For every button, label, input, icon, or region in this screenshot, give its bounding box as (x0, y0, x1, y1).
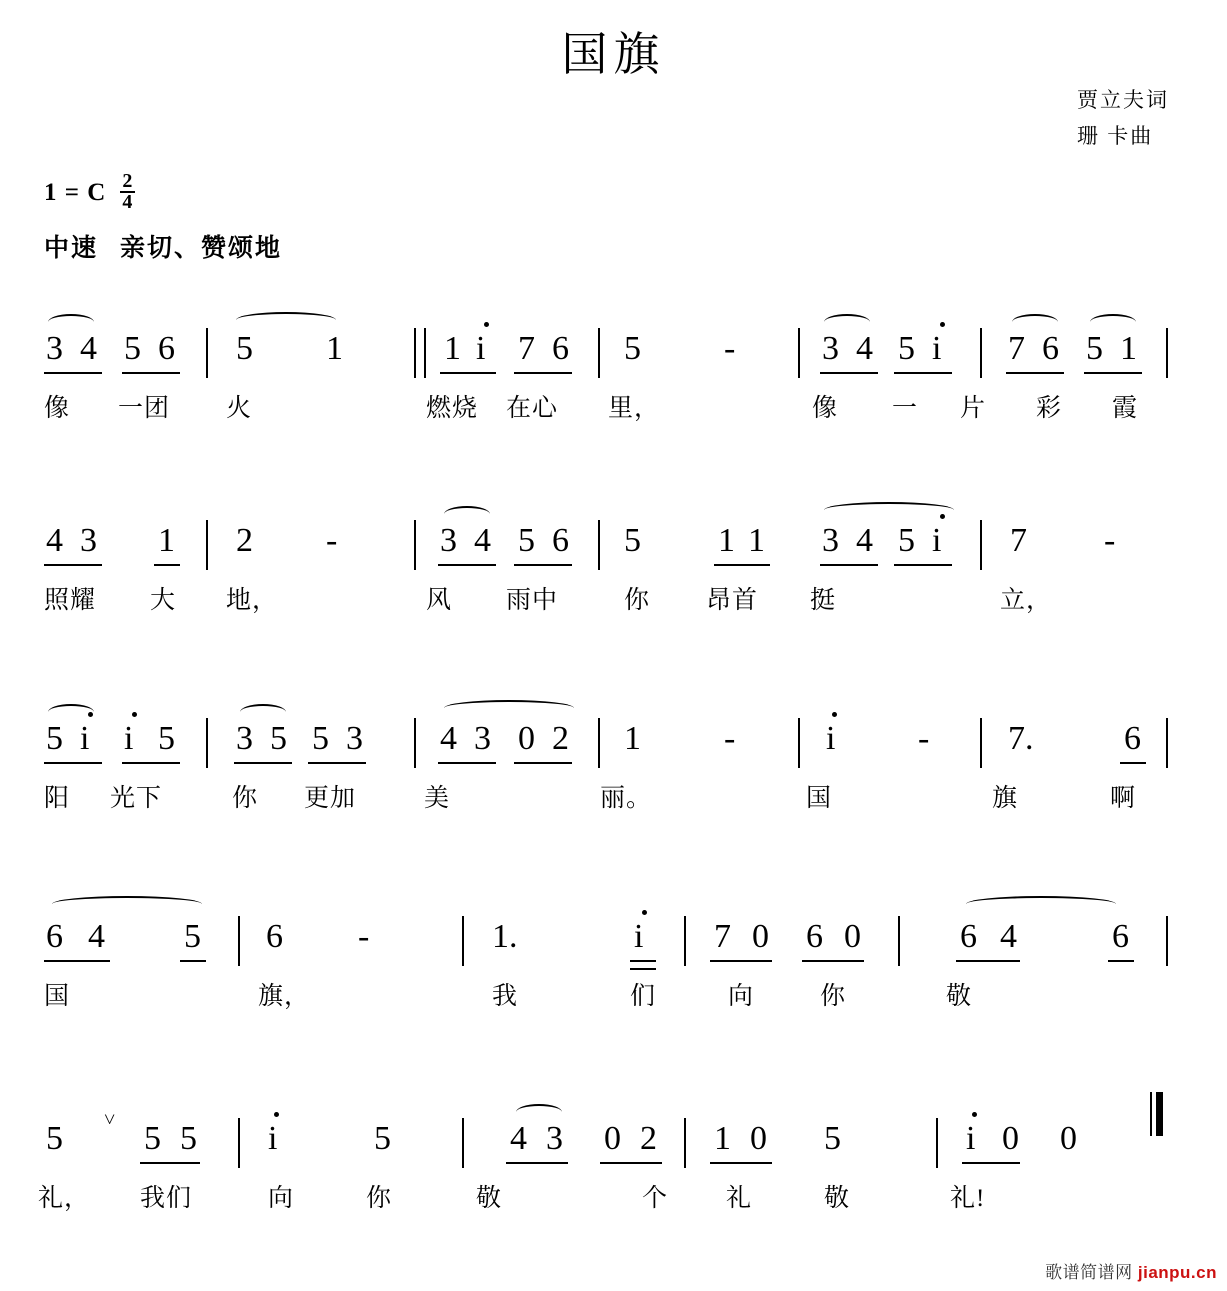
system-1-lyrics (0, 372, 1227, 422)
lyric: 丽。 (600, 785, 653, 812)
lyric: 个 (642, 1185, 669, 1212)
note: 1. (492, 918, 518, 955)
note: 3 (822, 522, 839, 559)
note: 5 (1086, 330, 1103, 367)
system-1-notes (0, 300, 1227, 370)
slur (966, 896, 1116, 912)
slur (48, 704, 94, 720)
note: 1 (326, 330, 343, 367)
note: 5 (312, 720, 329, 757)
lyric: 旗 (992, 785, 1019, 812)
note: i (476, 330, 486, 367)
note: 7 (714, 918, 731, 955)
barline (414, 328, 416, 378)
barline (206, 520, 208, 570)
slur (444, 700, 574, 716)
note: 3 (80, 522, 97, 559)
lyric: 们 (630, 983, 657, 1010)
barline (598, 328, 600, 378)
lyric: 向 (268, 1185, 295, 1212)
note: 2 (236, 522, 253, 559)
note: 6 (158, 330, 175, 367)
hold-dash: - (724, 330, 736, 367)
hold-dash: - (918, 720, 930, 757)
watermark-text: 歌谱简谱网 (1045, 1263, 1138, 1282)
note: 6 (46, 918, 63, 955)
note: 5 (624, 522, 641, 559)
lyric: 立， (1000, 587, 1053, 614)
meter-numerator: 2 (122, 170, 134, 192)
lyric: 风 (426, 587, 453, 614)
note: 5 (124, 330, 141, 367)
system-2 (0, 492, 1227, 652)
hold-dash: - (326, 522, 338, 559)
lyric: 你 (366, 1185, 393, 1212)
final-barline (1150, 1092, 1164, 1136)
barline (238, 916, 240, 966)
system-3 (0, 690, 1227, 850)
note: i (932, 522, 942, 559)
barline (424, 328, 426, 378)
meter-denominator: 4 (122, 191, 134, 213)
note: 5 (824, 1120, 841, 1157)
lyric: 啊 (1110, 785, 1137, 812)
slur (48, 314, 94, 330)
octave-dot-up (940, 322, 945, 327)
octave-dot-up (832, 712, 837, 717)
note: 1 (158, 522, 175, 559)
tempo-expression (44, 228, 282, 264)
note: i (80, 720, 90, 757)
slur (516, 1104, 562, 1120)
tempo-marking: 中速 (44, 235, 99, 262)
note: 5 (236, 330, 253, 367)
note: 0 (750, 1120, 767, 1157)
barline (414, 520, 416, 570)
note: 0 (752, 918, 769, 955)
lyric: 像 (44, 395, 71, 422)
page-title: 国旗 (561, 29, 666, 80)
octave-dot-up (972, 1112, 977, 1117)
note: 5 (374, 1120, 391, 1157)
slur (824, 502, 954, 518)
note: 5 (46, 1120, 63, 1157)
lyric: 我们 (140, 1185, 193, 1212)
octave-dot-up (88, 712, 93, 717)
lyric: 霞 (1112, 395, 1139, 422)
note: 5 (898, 522, 915, 559)
note: 4 (856, 330, 873, 367)
note: 3 (546, 1120, 563, 1157)
slur (240, 704, 286, 720)
barline (1166, 718, 1168, 768)
octave-dot-up (274, 1112, 279, 1117)
note: i (966, 1120, 976, 1157)
lyric: 你 (820, 983, 847, 1010)
note: 6 (552, 330, 569, 367)
barline (936, 1118, 938, 1168)
lyric: 在心 (506, 395, 559, 422)
barline (414, 718, 416, 768)
lyric: 火 (226, 395, 253, 422)
slur (444, 506, 490, 522)
hold-dash: - (1104, 522, 1116, 559)
note: 6 (1112, 918, 1129, 955)
note: i (826, 720, 836, 757)
system-3-lyrics (0, 762, 1227, 812)
lyric: 礼， (38, 1185, 91, 1212)
barline (206, 718, 208, 768)
lyric: 片 (960, 395, 987, 422)
note: 1 (444, 330, 461, 367)
note: 4 (440, 720, 457, 757)
key-and-meter (44, 170, 135, 213)
lyric: 照耀 (44, 587, 97, 614)
barline (980, 328, 982, 378)
note: 3 (440, 522, 457, 559)
note: i (124, 720, 134, 757)
barline (980, 520, 982, 570)
note: 5 (144, 1120, 161, 1157)
note: 1 (624, 720, 641, 757)
barline (462, 916, 464, 966)
system-5 (0, 1090, 1227, 1250)
system-1 (0, 300, 1227, 460)
lyric: 我 (492, 983, 519, 1010)
lyric: 国 (44, 983, 71, 1010)
note: 0 (518, 720, 535, 757)
note: 7. (1008, 720, 1034, 757)
lyric: 阳 (44, 785, 71, 812)
note: 4 (510, 1120, 527, 1157)
lyric: 美 (424, 785, 451, 812)
barline (898, 916, 900, 966)
slur (1090, 314, 1136, 330)
lyric: 一团 (118, 395, 171, 422)
system-2-notes (0, 492, 1227, 562)
note: i (634, 918, 644, 955)
note: 7 (1010, 522, 1027, 559)
lyric: 更加 (304, 785, 357, 812)
note: 2 (552, 720, 569, 757)
lyric: 燃烧 (426, 395, 479, 422)
lyric: 光下 (110, 785, 163, 812)
barline (238, 1118, 240, 1168)
time-signature (120, 172, 135, 212)
note: 0 (844, 918, 861, 955)
system-2-lyrics (0, 564, 1227, 614)
barline (684, 916, 686, 966)
barline (798, 328, 800, 378)
lyric: 旗， (258, 983, 311, 1010)
barline (462, 1118, 464, 1168)
note: 5 (180, 1120, 197, 1157)
barline (1166, 916, 1168, 966)
lyric: 昂首 (706, 587, 759, 614)
lyric: 你 (624, 587, 651, 614)
lyric: 地， (226, 587, 279, 614)
note: 5 (518, 522, 535, 559)
note: 5 (46, 720, 63, 757)
note: 0 (1002, 1120, 1019, 1157)
credits (1077, 82, 1169, 154)
barline (684, 1118, 686, 1168)
note: 6 (266, 918, 283, 955)
slur (1012, 314, 1058, 330)
system-5-lyrics (0, 1162, 1227, 1212)
note: 4 (80, 330, 97, 367)
barline (798, 718, 800, 768)
lyric: 敬 (946, 983, 973, 1010)
watermark (1045, 1258, 1217, 1283)
note: 1 (714, 1120, 731, 1157)
hold-dash: - (358, 918, 370, 955)
system-4-notes (0, 888, 1227, 958)
hold-dash: - (724, 720, 736, 757)
note: 5 (898, 330, 915, 367)
lyric: 国 (806, 785, 833, 812)
note: 4 (856, 522, 873, 559)
barline (206, 328, 208, 378)
lyric: 彩 (1036, 395, 1063, 422)
note: i (268, 1120, 278, 1157)
key-signature: 1 = C (44, 179, 107, 206)
note: 6 (1124, 720, 1141, 757)
slur (236, 312, 336, 328)
watermark-site: jianpu.cn (1137, 1263, 1217, 1282)
lyric: 向 (728, 983, 755, 1010)
lyric: 像 (812, 395, 839, 422)
note: 5 (624, 330, 641, 367)
slur (52, 896, 202, 912)
barline (1166, 328, 1168, 378)
note: 3 (236, 720, 253, 757)
note: 6 (1042, 330, 1059, 367)
octave-dot-up (484, 322, 489, 327)
note: 5 (270, 720, 287, 757)
note: 4 (46, 522, 63, 559)
note: 2 (640, 1120, 657, 1157)
lyricist: 贾立夫词 (1077, 88, 1169, 112)
note: 1 (1120, 330, 1137, 367)
lyric: 你 (232, 785, 259, 812)
note: 1 (748, 522, 765, 559)
composer: 珊 卡曲 (1077, 124, 1154, 148)
lyric: 雨中 (506, 587, 559, 614)
note: i (932, 330, 942, 367)
note: 1 (718, 522, 735, 559)
octave-dot-up (132, 712, 137, 717)
lyric: 敬 (824, 1185, 851, 1212)
note: 6 (960, 918, 977, 955)
note: 7 (518, 330, 535, 367)
octave-dot-up (642, 910, 647, 915)
system-4 (0, 888, 1227, 1048)
note: 4 (1000, 918, 1017, 955)
note: 0 (1060, 1120, 1077, 1157)
lyric: 挺 (810, 587, 837, 614)
expression-marking: 亲切、赞颂地 (120, 235, 283, 262)
octave-dot-up (940, 514, 945, 519)
note: 5 (184, 918, 201, 955)
note: 6 (806, 918, 823, 955)
note: 3 (46, 330, 63, 367)
note: 7 (1008, 330, 1025, 367)
lyric: 敬 (476, 1185, 503, 1212)
lyric: 礼 (726, 1185, 753, 1212)
barline (598, 718, 600, 768)
slur (824, 314, 870, 330)
note: 5 (158, 720, 175, 757)
breath-mark: ˅ (104, 1109, 116, 1131)
barline (598, 520, 600, 570)
note: 6 (552, 522, 569, 559)
lyric: 里， (608, 395, 661, 422)
note: 0 (604, 1120, 621, 1157)
note: 4 (88, 918, 105, 955)
note: 4 (474, 522, 491, 559)
note: 3 (346, 720, 363, 757)
note: 3 (474, 720, 491, 757)
lyric: 一 (892, 395, 919, 422)
barline (980, 718, 982, 768)
system-5-notes (0, 1090, 1227, 1160)
lyric: 大 (150, 587, 177, 614)
lyric: 礼! (950, 1185, 986, 1212)
system-4-lyrics (0, 960, 1227, 1010)
system-3-notes (0, 690, 1227, 760)
note: 3 (822, 330, 839, 367)
